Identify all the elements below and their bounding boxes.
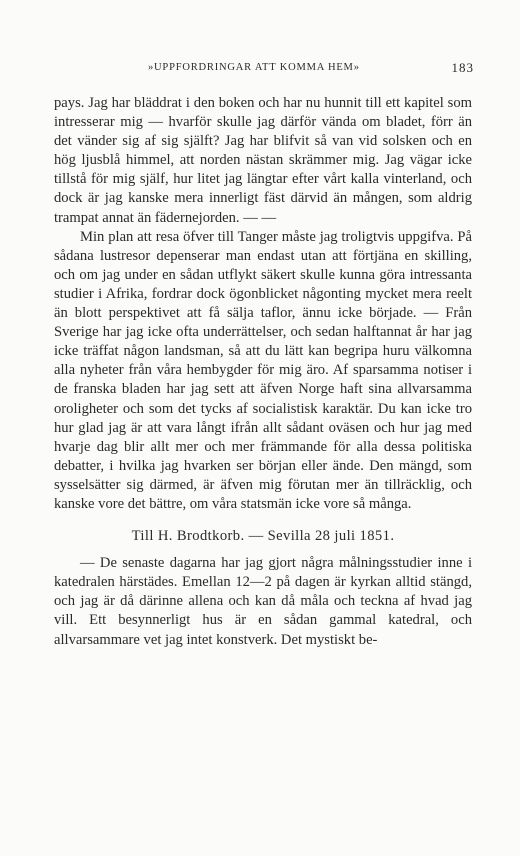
paragraph-continued: pays. Jag har bläddrat i den boken och har nu hunnit till ett kapitel som intresserar mig — hvarför skulle jag därför vända om bladet, förr än det vänder sig af sig själft? Jag har blifvit så van vid solsken och en hög ljusblå himmel, att norden nästan skrämmer mig. Jag vägar icke tillstå för mig själf, hur litet jag längtar efter vårt kalla vinterland, och dock är jag kanske mera innerligt fäst därvid än mången, som aldrig trampat annat än fädernejorden. — — (54, 95, 472, 226)
paragraph: Min plan att resa öfver till Tanger måste jag troligtvis uppgifva. På sådana lustresor depenserar man endast utan att förtjäna en skilling, och om jag under en sådan utflykt säkert skulle kunna göra intressanta studier i Afrika, fordrar dock ögonblicket någonting mycket mera reelt än blott perspektivet att få sälja taflor, ännu icke började. — Från Sverige har jag icke ofta underrättelser, och sedan halftannat år har jag icke träffat någon landsman, så att du lätt kan begripa huru välkomna alla nyheter från våra hembygder för mig äro. Af sparsamma notiser i de franska bladen har jag sett att äfven Norge haft sina allvarsamma oroligheter och som det tycks af socialistisk karaktär. Du kan icke tro hur glad jag är att vara långt ifrån allt sådant oväsen och hur jag med hvarje dag blir allt mer och mer främmande för alla dessa politiska debatter, i hvilka jag hvarken ser början eller ände. Den mängd, som sysselsätter sig därmed, är äfven mig förutan mer än tillräcklig, och kanske vore det bättre, om våra statsmän icke vore så många. (54, 228, 472, 512)
letter-heading: Till H. Brodtkorb. — Sevilla 28 juli 1851. (131, 528, 395, 545)
page-body (54, 94, 472, 650)
running-head: »UPPFORDRINGAR ATT KOMMA HEM» (148, 62, 360, 73)
page-number: 183 (451, 60, 474, 75)
paragraph: — De senaste dagarna har jag gjort några målningsstudier inne i katedralen härstädes. Emellan 12—2 på dagen är kyrkan alltid stängd, och jag är då därinne allena och kan då måla och teckna af hvad jag vill. Ett besynnerligt hus är en sådan gammal katedral, och allvarsammare vet jag intet konstverk. Det mystiskt be- (54, 555, 472, 648)
